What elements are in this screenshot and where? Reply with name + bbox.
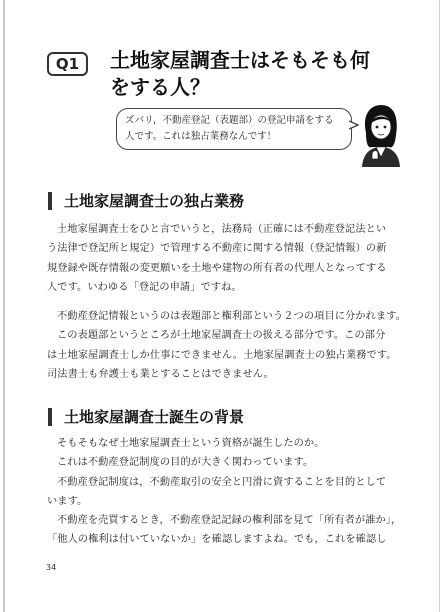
page-edge-shadow-right [439,0,440,612]
section-heading-title: 土地家屋調査士の独占業務 [64,192,245,210]
section-heading-bar [48,408,52,426]
section-heading-bar [48,192,52,210]
text-line: そもそもなぜ土地家屋調査士という資格が誕生したのか。 [57,438,325,449]
text-line: これは不動産登記制度の目的が大きく関わっています。 [57,457,314,469]
text-line: 不動産登記情報というのは表題部と権利部という２つの項目に分かれます。 [57,311,406,322]
text-line: は土地家屋調査士しか仕事にできません。土地家屋調査士の独占業務です。 [47,349,397,361]
text-line: 規登録や既存情報の変更願いを土地や建物の所有者の代理人となってする [47,262,387,274]
body-paragraph [47,434,402,550]
question-title-line: 土地家屋調査士はそもそも何 [110,48,370,72]
text-line: この表題部というところが土地家屋調査士の扱える部分です。この部分 [57,330,386,342]
text-line: 土地家屋調査士をひと言でいうと，法務局（正確には不動産登記法とい [57,224,387,235]
text-line: います。 [47,495,88,507]
question-title [110,47,410,101]
speech-bubble-line: ズバリ，不動産登記（表題部）の登記申請をする [125,115,334,126]
section-heading [48,190,244,211]
page-number: 34 [46,563,57,572]
text-line: 人です。いわゆる「登記の申請」ですね。 [47,281,242,293]
section-heading-title: 土地家屋調査士誕生の背景 [64,408,245,426]
page-edge-shadow [3,0,5,612]
question-badge: Q1 [47,52,88,76]
question-title-line: をする人？ [110,75,210,99]
text-line: 司法書士も弁護士も業とすることはできません。 [47,368,274,380]
speech-bubble-line: 人です。これは独占業務なんです！ [125,131,277,142]
section-heading [48,406,244,427]
speech-bubble [116,108,352,150]
text-line: 不動産を売買するとき，不動産登記記録の権利部を見て「所有者が誰か」， [57,515,402,527]
text-line: 不動産登記制度は，不動産取引の安全と円滑に資することを目的として [57,476,387,488]
text-line: う法律で登記所と規定）で管理する不動産に関する情報（登記情報）の新 [47,243,387,255]
text-line: 「他人の権利は付いていないか」を確認しますよね。でも，これを確認し [47,534,387,546]
body-paragraph [47,307,406,384]
woman-illustration [356,103,404,167]
body-paragraph [47,220,399,297]
